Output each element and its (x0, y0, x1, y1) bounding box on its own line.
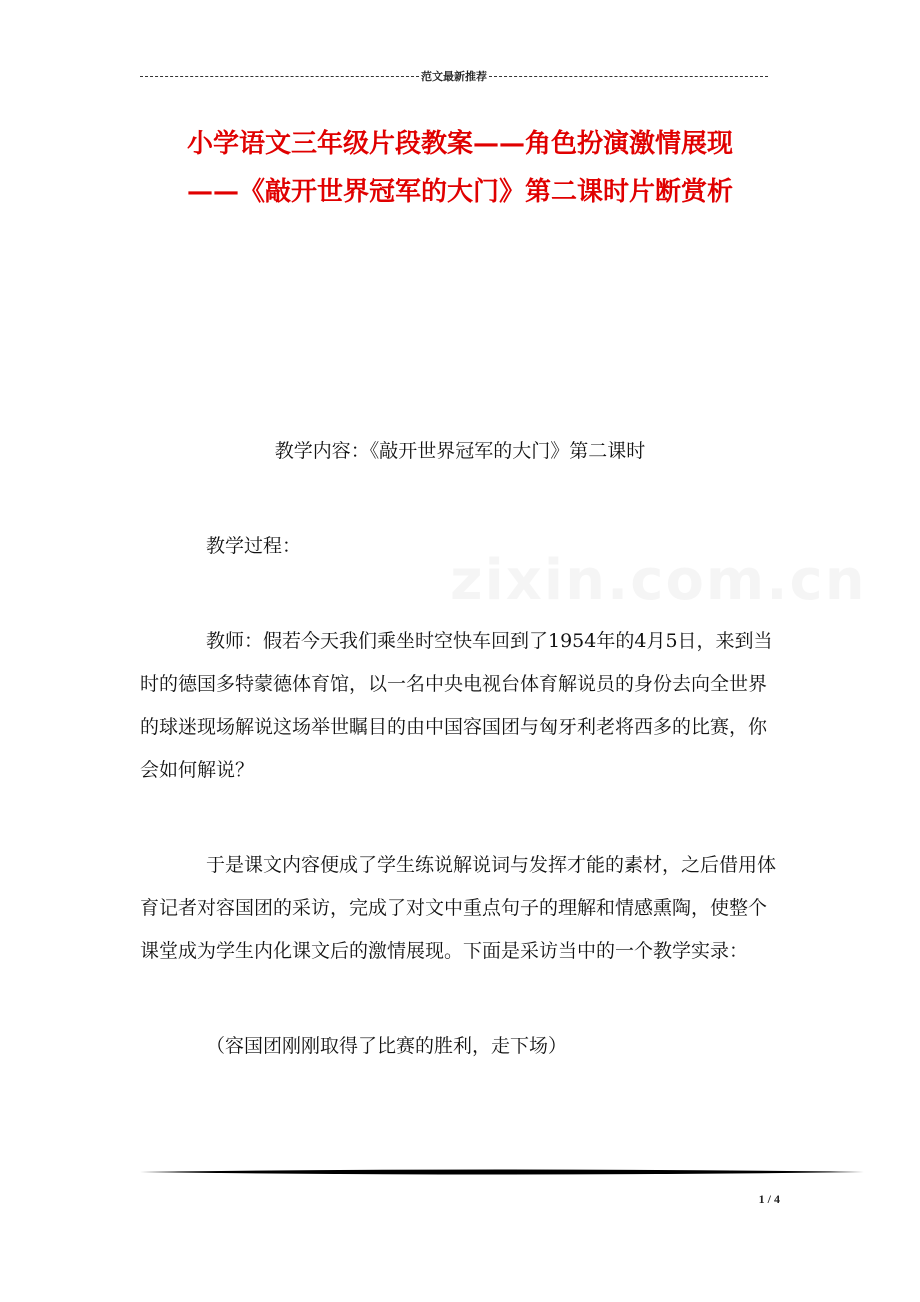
footer-rule (140, 1168, 864, 1176)
header-label: 范文最新推荐 (421, 70, 487, 83)
teaching-process-heading: 教学过程： (206, 535, 302, 557)
page-number: 1 / 4 (758, 1192, 780, 1206)
document-body (140, 430, 780, 1068)
paragraph-teacher-question: 教师：假若今天我们乘坐时空快车回到了1954年的4月5日，来到当时的德国多特蒙德体育馆，以一名中央电视台体育解说员的身份去向全世界的球迷现场解说这场举世瞩目的由中国容国团与匈牙利老将西多的比赛，你会如何解说？ (140, 630, 773, 781)
header-dash-left (140, 76, 419, 77)
paragraph-stage-direction: （容国团刚刚取得了比赛的胜利，走下场） (206, 1035, 568, 1057)
document-title (130, 120, 790, 216)
header-dash-right (489, 76, 768, 77)
page-header (140, 68, 768, 84)
paragraph-lesson-summary: 于是课文内容便成了学生练说解说词与发挥才能的素材，之后借用体育记者对容国团的采访，完成了对文中重点句子的理解和情感熏陶，使整个课堂成为学生内化课文后的激情展现。下面是采访当中的一个教学实录： (140, 854, 777, 962)
title-line-1: 小学语文三年级片段教案——角色扮演激情展现 (186, 129, 733, 159)
teaching-content-line: 教学内容：《敲开世界冠军的大门》第二课时 (274, 440, 646, 462)
title-line-2: ——《敲开世界冠军的大门》第二课时片断赏析 (186, 177, 733, 207)
